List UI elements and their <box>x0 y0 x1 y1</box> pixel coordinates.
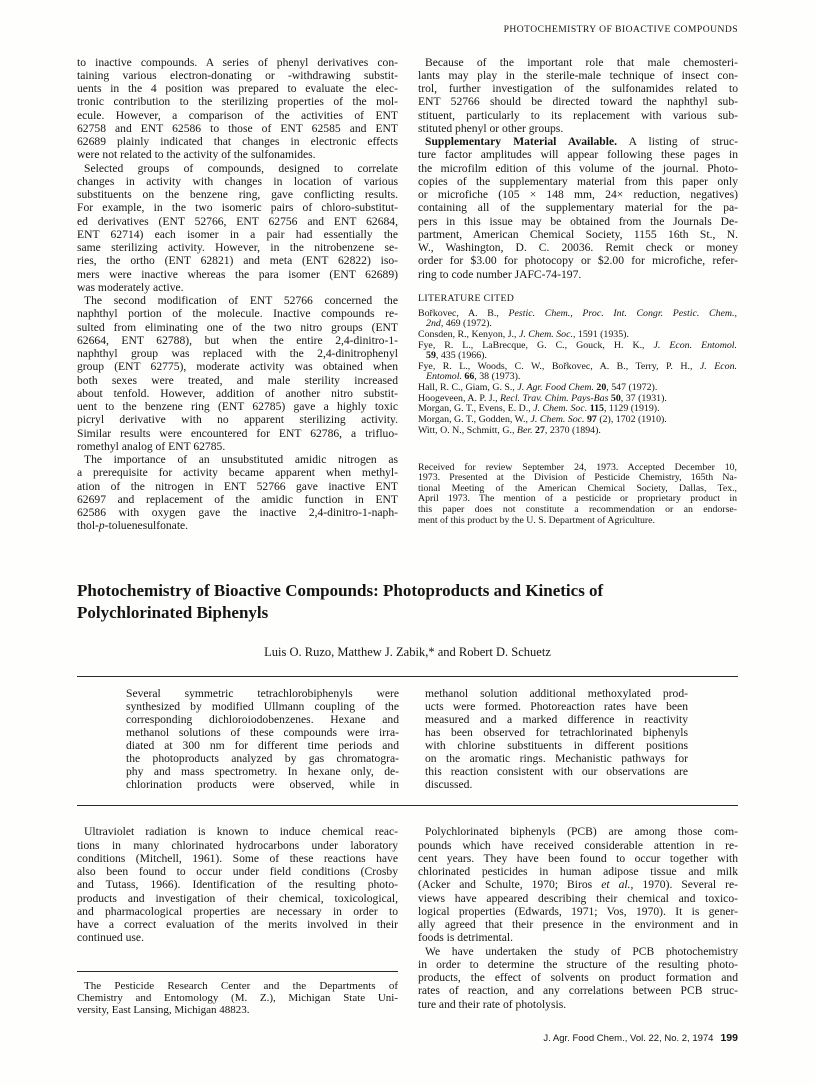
bold-text-run: 115 <box>589 404 604 415</box>
text-line: with chlorine substituents in different positions <box>425 738 688 752</box>
text-line: versity, East Lansing, Michigan 48823. <box>77 1004 250 1016</box>
paragraph <box>418 463 737 527</box>
title-line: Polychlorinated Biphenyls <box>77 603 269 622</box>
reference-entry <box>418 309 737 330</box>
text-line <box>418 404 737 415</box>
text-line: ucts were formed. Photoreaction rates have been <box>425 699 688 713</box>
text-line: the photoproducts analyzed by gas chromatogra- <box>126 751 399 765</box>
text-line: order for $3.00 for photocopy or $2.00 for microfiche, refer- <box>418 254 738 268</box>
plain-text-run: Fye, R. L., Woods, C. W., Bořkovec, A. B., Terry, P. H., <box>418 361 700 372</box>
plain-text-run: , 1970). Several re- <box>630 878 738 892</box>
paragraph <box>77 162 398 295</box>
text-line: ecule. However, a comparison of the activities of ENT <box>77 108 398 122</box>
text-line <box>418 341 737 352</box>
text-line: partment, American Chemical Society, 1155 16th St., N. <box>418 227 738 241</box>
text-line: Similar results were encountered for ENT 62786, a trifluo- <box>77 426 398 440</box>
abstract-top-rule <box>77 676 738 677</box>
text-line: ally agreed that their presence in the environment and in <box>418 918 738 932</box>
text-line: methanol solutions of these compounds were irra- <box>126 725 399 739</box>
text-line: this paper does not constitute a recommendation or an endorse- <box>418 505 737 516</box>
text-line: ENT 62714) each isomer in a pair had essentially the <box>77 227 398 241</box>
italic-text-run: J. Agr. Food Chem. <box>517 383 594 394</box>
text-line: tional Meeting of the American Chemical Society, Dallas, Tex., <box>418 483 737 494</box>
text-line: phy and mass spectrometry. In hexane only, de- <box>126 764 399 778</box>
paragraph <box>418 825 738 944</box>
text-line: April 1973. The mention of a pesticide or proprietary product in <box>418 494 737 505</box>
text-line: logical properties (Edwards, 1971; Vos, 1970). It is gener- <box>418 904 738 918</box>
italic-text-run: et al. <box>601 878 631 892</box>
plain-text-run: -toluenesulfonate. <box>104 519 189 533</box>
paragraph <box>418 56 738 136</box>
text-line: copies of the supplementary material from this paper only <box>418 174 738 188</box>
text-line: Received for review September 24, 1973. Accepted December 10, <box>418 462 737 473</box>
abstract-left-column <box>126 687 399 791</box>
plain-text-run: thol- <box>77 519 99 533</box>
paragraph <box>418 945 738 1011</box>
text-line: picryl derivative with no apparent sterilizing activity. <box>77 413 398 427</box>
italic-text-run: 2nd <box>426 319 441 330</box>
text-line <box>418 415 737 426</box>
text-line: chlorination products were observed, while in <box>126 777 399 791</box>
text-line: mers were inactive whereas the para isomer (ENT 62689) <box>77 267 398 281</box>
text-line: diated at 300 nm for different time periods and <box>126 738 399 752</box>
text-line <box>77 519 398 532</box>
italic-text-run: J. Econ. Entomol. <box>653 340 737 351</box>
text-line: Chemistry and Entomology (M. Z.), Michigan State Uni- <box>77 992 398 1004</box>
text-line: on the aromatic rings. Mechanistic pathways for <box>425 751 688 765</box>
text-line: pounds which have received considerable attention in re- <box>418 838 738 852</box>
italic-text-run: Pestic. Chem., Proc. Int. Congr. Pestic. Chem., <box>508 308 737 319</box>
bold-text-run: 50 <box>610 393 621 404</box>
text-line: pers in this issue may be obtained from the Journals De- <box>418 214 738 228</box>
text-line: this reaction consistent with our observations are <box>425 764 688 778</box>
text-line: corresponding dichloroiodobenzenes. Hexane and <box>126 712 399 726</box>
text-line: about tenfold. However, addition of another nitro substit- <box>77 386 398 400</box>
previous-article-right-column <box>418 56 738 281</box>
plain-text-run: Hoogeveen, A. P. J., <box>418 393 501 404</box>
text-line: ed derivatives (ENT 52766, ENT 62756 and ENT 62684, <box>77 214 398 228</box>
text-line <box>418 309 737 320</box>
plain-text-run: , 1129 (1919). <box>603 404 660 415</box>
reference-entry <box>418 362 737 383</box>
text-line: The Pesticide Research Center and the Departments of <box>84 980 398 992</box>
text-line: 1973. Presented at the Division of Pesticide Chemistry, 165th Na- <box>418 473 737 484</box>
text-line: ries, the ortho (ENT 62821) and meta (ENT 62822) iso- <box>77 254 398 268</box>
paragraph <box>77 825 398 944</box>
text-line: naphthyl portion of the molecule. Inactive compounds re- <box>77 307 398 321</box>
reference-entry <box>418 330 737 341</box>
plain-text-run: (Acker and Schulte, 1970; Biros <box>418 878 602 892</box>
text-line: both sexes were treated, and male sterility increased <box>77 373 398 387</box>
text-line: romethyl analog of ENT 62785. <box>77 439 226 453</box>
text-line: chlorinated pesticides in human adipose tissue and milk <box>418 865 738 879</box>
text-line: trol, further investigation of the sulfonamides related to <box>418 82 738 95</box>
paragraph <box>77 453 398 533</box>
text-line <box>426 351 737 362</box>
running-header: PHOTOCHEMISTRY OF BIOACTIVE COMPOUNDS <box>503 24 738 35</box>
reference-list <box>418 309 737 437</box>
plain-text-run: , 435 (1966). <box>435 351 487 362</box>
abstract-bottom-rule <box>77 805 738 806</box>
italic-text-run: J. Chem. Soc. <box>518 329 573 340</box>
paragraph <box>425 687 688 791</box>
page-footer <box>543 1032 738 1045</box>
text-line: ENT 52766 should be directed toward the naphthyl sub- <box>418 95 738 109</box>
reference-entry <box>418 426 737 437</box>
previous-article-left-column <box>77 56 398 533</box>
text-line: has been observed for tetrachlorinated biphenyls <box>425 725 688 739</box>
text-line: Polychlorinated biphenyls (PCB) are among those com- <box>425 825 738 839</box>
plain-text-run: , 38 (1973). <box>474 372 521 383</box>
italic-text-run: J. Chem. Soc. <box>530 414 585 425</box>
introduction-right-column <box>418 825 738 1011</box>
paragraph <box>77 294 398 453</box>
paragraph <box>77 56 398 162</box>
text-line: The importance of an unsubstituted amidic nitrogen as <box>84 453 398 466</box>
plain-text-run: (2), 1702 (1910). <box>596 414 667 425</box>
text-line: ture and their rate of photolysis. <box>418 997 567 1011</box>
text-line: products, the effect of solvents on product formation and <box>418 971 738 985</box>
text-line: measured and a marked difference in reactivity <box>425 712 688 726</box>
italic-text-run: J. Econ. <box>699 361 737 372</box>
text-line: methanol solution additional methoxylated prod- <box>425 686 688 700</box>
text-line: 62664, ENT 62788), but when the entire 2,4-dinitro-1- <box>77 333 398 347</box>
text-line <box>418 135 738 148</box>
reference-entry <box>418 394 737 405</box>
plain-text-run: , 37 (1931). <box>620 393 667 404</box>
text-line <box>418 330 737 341</box>
text-line: rates of reaction, and any correlations between PCB struc- <box>418 984 738 998</box>
abstract-right-column <box>425 687 688 791</box>
literature-cited-heading: LITERATURE CITED <box>418 293 515 304</box>
paragraph <box>126 687 399 791</box>
text-line: to inactive compounds. A series of phenyl derivatives con- <box>77 55 398 69</box>
received-note <box>418 463 737 527</box>
bold-text-run: 27 <box>535 425 545 436</box>
text-line: ation of the nitrogen in ENT 52766 gave inactive ENT <box>77 479 398 493</box>
text-line: The second modification of ENT 52766 concerned the <box>84 294 398 307</box>
text-line: Selected groups of compounds, designed to correlate <box>84 161 398 175</box>
text-line: group (ENT 62775), moderate activity was obtained when <box>77 360 398 374</box>
text-line: 62689 plainly indicated that changes in electronic effects <box>77 135 398 148</box>
text-line <box>426 372 737 383</box>
text-line: ture factor amplitudes will appear following these pages in <box>418 148 738 162</box>
text-line: were not related to the activity of the sulfonamides. <box>77 148 316 162</box>
text-line <box>418 426 737 437</box>
italic-text-run: J. Chem. Soc. <box>533 404 588 415</box>
plain-text-run: Fye, R. L., LaBrecque, G. C., Gouck, H. K., <box>418 340 654 351</box>
journal-citation: J. Agr. Food Chem., Vol. 22, No. 2, 1974 <box>543 1033 714 1044</box>
text-line: stituted phenyl or other groups. <box>418 121 564 135</box>
text-line <box>418 878 738 891</box>
title-line: Photochemistry of Bioactive Compounds: Photoproducts and Kinetics of <box>77 581 604 600</box>
plain-text-run: , 547 (1972). <box>606 383 658 394</box>
plain-text-run: Consden, R., Kenyon, J., <box>418 329 519 340</box>
text-line: ment of this product by the U. S. Department of Agriculture. <box>418 515 655 526</box>
reference-entry <box>418 404 737 415</box>
plain-text-run: Hall, R. C., Giam, G. S., <box>418 383 518 394</box>
plain-text-run: Morgan, G. T., Godden, W., <box>418 414 531 425</box>
text-line: and pharmacological properties are necessary in order to <box>77 904 398 918</box>
text-line: substituents on the benzene ring, gave conflicting results. <box>77 188 398 201</box>
plain-text-run: , 2370 (1894). <box>544 425 601 436</box>
text-line: the microfilm edition of this volume of the journal. Photo- <box>418 161 738 175</box>
footnote-rule <box>77 971 398 972</box>
text-line: foods is detrimental. <box>418 931 513 945</box>
bold-text-run: 97 <box>586 414 597 425</box>
text-line: synthesized by modified Ullmann coupling of the <box>126 699 399 713</box>
text-line: conditions (Mitchell, 1961). Some of these reactions have <box>77 851 398 865</box>
plain-text-run: A listing of struc- <box>617 135 738 148</box>
text-line: tions in many chlorinated hydrocarbons under laboratory <box>77 838 398 852</box>
text-line: changes in activity with changes in location of various <box>77 174 398 188</box>
text-line: cent years. They have been found to occur together with <box>418 851 738 865</box>
text-line: Several symmetric tetrachlorobiphenyls were <box>126 686 399 700</box>
text-line: and Tutass, 1966). Identification of the resulting photo- <box>77 878 398 892</box>
text-line: uents in the 4 position was prepared to evaluate the elec- <box>77 82 398 95</box>
text-line: containing all of the supplementary material for the pa- <box>418 201 738 215</box>
plain-text-run: Bořkovec, A. B., <box>418 308 509 319</box>
text-line: For example, in the two isomeric pairs of chloro-substitut- <box>77 201 398 215</box>
text-line: or microfiche (105 × 148 mm, 24× reduction, negatives) <box>418 188 738 201</box>
author-line: Luis O. Ruzo, Matthew J. Zabik,* and Robert D. Schuetz <box>264 645 551 659</box>
text-line: discussed. <box>425 777 473 791</box>
reference-entry <box>418 341 737 362</box>
bold-text-run: 20 <box>596 383 607 394</box>
bold-text-run: 66 <box>464 372 475 383</box>
bold-text-run: 59 <box>426 351 436 362</box>
plain-text-run: Witt, O. N., Schmitt, G., <box>418 425 517 436</box>
text-line <box>426 319 737 330</box>
introduction-left-column <box>77 825 398 944</box>
reference-entry <box>418 383 737 394</box>
text-line: sulted from eliminating one of the two nitro groups (ENT <box>77 320 398 334</box>
bold-text-run: Supplementary Material Available. <box>425 135 617 148</box>
plain-text-run: , 1591 (1935). <box>572 329 629 340</box>
text-line <box>418 394 737 405</box>
text-line: also been found to occur under field conditions (Crosby <box>77 865 398 879</box>
text-line: 62758 and ENT 62586 to those of ENT 62585 and ENT <box>77 121 398 135</box>
text-line: Ultraviolet radiation is known to induce chemical reac- <box>84 825 398 839</box>
text-line: Because of the important role that male chemosteri- <box>425 55 738 69</box>
italic-text-run: Recl. Trav. Chim. Pays-Bas <box>500 393 609 404</box>
text-line: same sterilizing activity. However, in the nitrobenzene se- <box>77 241 398 254</box>
paragraph <box>418 135 738 281</box>
affiliation-footnote <box>77 980 398 1016</box>
reference-entry <box>418 415 737 426</box>
text-line: W., Washington, D. C. 20036. Remit check or money <box>418 241 738 254</box>
text-line: 62697 and replacement of the amidic function in ENT <box>77 492 398 506</box>
text-line: lants may play in the sterile-male technique of insect con- <box>418 68 738 82</box>
text-line: in order to determine the structure of the resulting photo- <box>418 957 738 971</box>
text-line: uent to the benzene ring (ENT 62785) gave a highly toxic <box>77 400 398 413</box>
italic-text-run: p <box>98 519 105 533</box>
paragraph <box>77 980 398 1016</box>
italic-text-run: Entomol. <box>426 372 462 383</box>
text-line <box>418 362 737 373</box>
text-line: a prerequisite for activity became apparent when methyl- <box>77 466 398 480</box>
text-line: have a correct evaluation of the merits involved in their <box>77 918 398 932</box>
text-line <box>418 383 737 394</box>
text-line: ring to code number JAFC-74-197. <box>418 267 582 281</box>
text-line: views have appeared describing their chemical and toxico- <box>418 891 738 905</box>
text-line: products and investigation of their chemical, toxicological, <box>77 891 398 905</box>
text-line: tronic contribution to the sterilizing properties of the mol- <box>77 95 398 109</box>
text-line: continued use. <box>77 931 144 945</box>
text-line: was moderately active. <box>77 280 184 294</box>
text-line: stituent, particularly to its replacement with various sub- <box>418 108 738 122</box>
page-number: 199 <box>720 1032 738 1044</box>
text-line: naphthyl group was replaced with the 2,4-dinitrophenyl <box>77 347 398 360</box>
article-title <box>77 580 738 624</box>
text-line: 62586 with oxygen gave the inactive 2,4-dinitro-1-naph- <box>77 506 398 519</box>
text-line: We have undertaken the study of PCB photochemistry <box>425 944 738 958</box>
plain-text-run: , 469 (1972). <box>440 319 492 330</box>
italic-text-run: Ber. <box>516 425 533 436</box>
text-line: taining various electron-donating or -withdrawing substit- <box>77 68 398 82</box>
plain-text-run: Morgan, G. T., Evens, E. D., <box>418 404 534 415</box>
